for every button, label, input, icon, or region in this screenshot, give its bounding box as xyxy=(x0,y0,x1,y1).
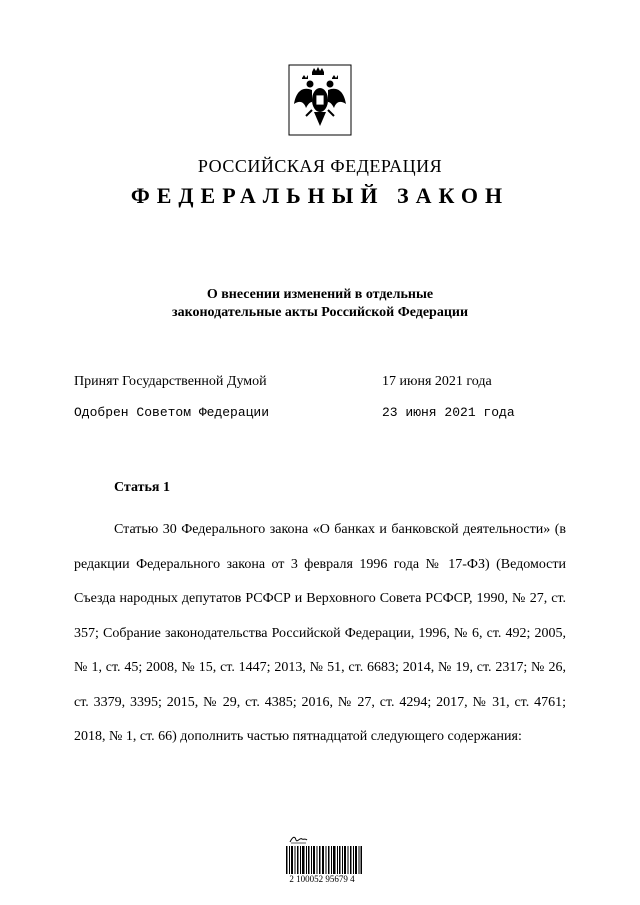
country-name: РОССИЙСКАЯ ФЕДЕРАЦИЯ xyxy=(197,156,443,176)
law-title-line-1: О внесении изменений в отдельные xyxy=(206,287,434,302)
coat-of-arms-icon xyxy=(288,64,352,136)
adoption-date: 17 июня 2021 года xyxy=(382,374,492,389)
barcode-number: 2 100052 95679 4 xyxy=(289,874,355,884)
approval-date: 23 июня 2021 года xyxy=(382,405,515,420)
barcode-block xyxy=(276,834,368,894)
adopted-by: Принят Государственной Думой xyxy=(74,374,267,389)
law-title xyxy=(0,286,640,322)
approved-by: Одобрен Советом Федерации xyxy=(74,405,270,420)
signature-mark-icon xyxy=(288,834,308,844)
article-heading: Статья 1 xyxy=(114,480,170,495)
document-type: ФЕДЕРАЛЬНЫЙ ЗАКОН xyxy=(130,183,510,208)
law-title-line-2: законодательные акты Российской Федерации xyxy=(171,305,469,320)
article-paragraph: Статью 30 Федерального закона «О банках и банковской деятельности» (в редакции Федерального закона от 3 февраля 1996 года № 17-ФЗ) (Ведомости Съезда народных депутатов РСФСР и Верховного Совета РСФСР, 1990, № 27, ст. 357; Собрание законодательства Российской Федерации, 1996, № 6, ст. 492; 2005, № 1, ст. 45; 2008, № 15, ст. 1447; 2013, № 51, ст. 6683; 2014, № 19, ст. 2317; № 26, ст. 3379, 3395; 2015, № 29, ст. 4385; 2016, № 27, ст. 4294; 2017, № 31, ст. 4761; 2018, № 1, ст. 66) дополнить частью пятнадцатой следующего содержания: xyxy=(74,522,566,744)
barcode-icon xyxy=(286,846,362,874)
